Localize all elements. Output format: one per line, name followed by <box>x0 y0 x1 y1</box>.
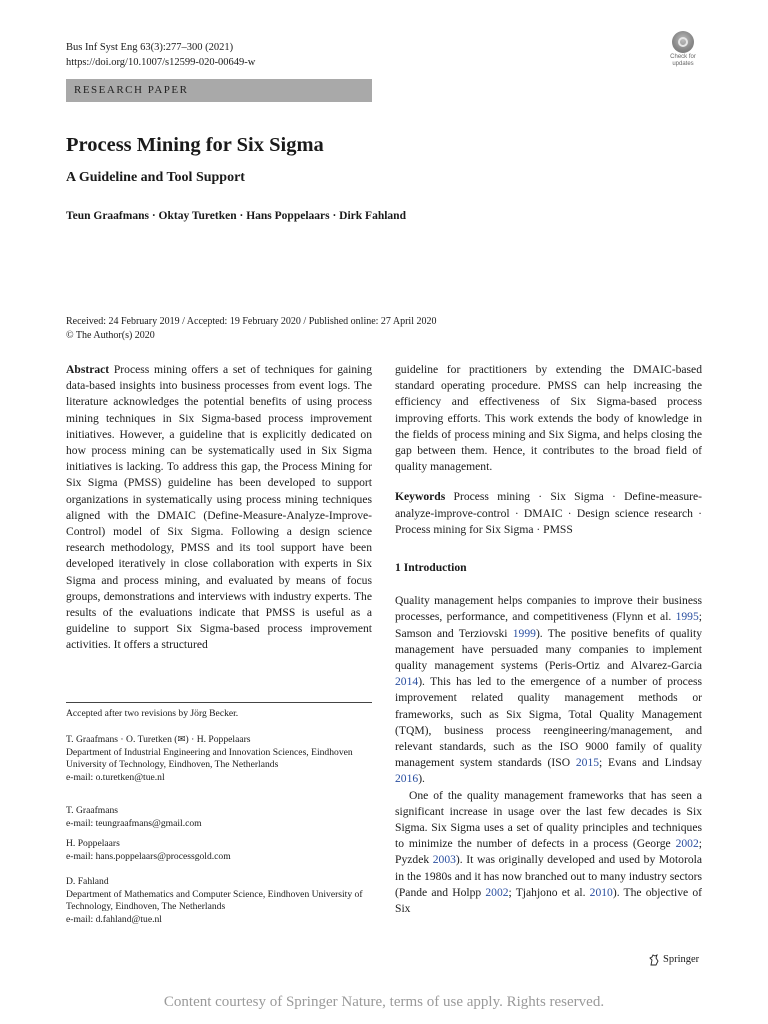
abstract <box>66 362 372 654</box>
keywords <box>395 489 702 538</box>
journal-header <box>66 40 255 70</box>
article-title: Process Mining for Six Sigma <box>66 134 324 156</box>
email[interactable]: e-mail: teungraafmans@gmail.com <box>66 817 202 829</box>
affiliation-dept: Department of Mathematics and Computer Science, Eindhoven University of Technology, Eindhoven, The Netherlands <box>66 888 363 913</box>
affiliation-name: H. Poppelaars <box>66 838 120 849</box>
citation-link[interactable]: 2002 <box>675 837 699 851</box>
article-category-banner: RESEARCH PAPER <box>66 79 372 102</box>
publisher-name: Springer <box>663 954 700 965</box>
article-subtitle: A Guideline and Tool Support <box>66 170 245 185</box>
affiliation-name: D. Fahland <box>66 876 109 887</box>
email[interactable]: e-mail: o.turetken@tue.nl <box>66 771 165 783</box>
affiliation-name: T. Graafmans <box>66 805 119 816</box>
abstract-label: Abstract <box>66 363 110 376</box>
publisher-logo <box>648 953 699 967</box>
citation-link[interactable]: 2003 <box>432 853 456 867</box>
keywords-label: Keywords <box>395 490 446 504</box>
intro-paragraph-1: Quality management helps companies to improve their business processes, performance, and competitiveness (Flynn et al. 1995; Samson and Terziovski 1999). The positive benefits of quality management have persuaded many companies to implement quality management systems (Peris-Ortiz and Alvarez-Garcia 2014). This has led to the emergence of a number of process improvement related quality management methods or frameworks, such as Six Sigma, Total Quality Management (TQM), business process reengineering/management, and relevant standards, such as the ISO 9000 family of quality management system standards (ISO 2015; Evans and Lindsay 2016). <box>395 594 702 786</box>
citation-link[interactable]: 2002 <box>485 885 509 899</box>
badge-text: Check for updates <box>670 54 696 67</box>
check-updates-icon <box>672 31 694 53</box>
article-history <box>66 315 437 343</box>
publication-dates: Received: 24 February 2019 / Accepted: 19 February 2020 / Published online: 27 April 2020 <box>66 316 437 327</box>
affiliation-3 <box>66 838 372 863</box>
citation-link[interactable]: 1995 <box>675 610 699 624</box>
left-column <box>66 362 372 654</box>
courtesy-watermark: Content courtesy of Springer Nature, terms of use apply. Rights reserved. <box>163 994 605 1010</box>
check-for-updates-badge[interactable] <box>663 31 703 71</box>
springer-horse-icon <box>648 954 660 966</box>
footnote-divider <box>66 702 372 703</box>
abstract-text-part1: Process mining offers a set of techniques for gaining data-based insights into business processes from event logs. The literature acknowledges the potential benefits of using process mining techniques in Six Sigma-based process improvement initiatives. However, a guideline that is explicitly dedicated on how process mining can be systematically used in Six Sigma initiatives is lacking. To address this gap, the Process Mining for Six Sigma (PMSS) guideline has been developed to support organizations in systematically using process mining techniques aligned with the DMAIC (Define-Measure-Analyze-Improve-Control) model of Six Sigma. Following a design science research methodology, PMSS and its tool support have been developed iteratively in close collaboration with experts in Six Sigma and process mining, and evaluated by means of focus groups, demonstrations and interviews with industry experts. The results of the evaluations indicate that PMSS is useful as a guideline to support Six Sigma-based process improvement activities. It offers a structured <box>66 363 372 652</box>
intro-paragraph-2: One of the quality management frameworks that has seen a significant increase in usage over the last few decades is Six Sigma. Six Sigma uses a set of quality principles and techniques to minimize the number of defects in a process (George 2002; Pyzdek 2003). It was originally developed and used by Motorola in the 1980s and it has now branched out to many industry sectors (Pande and Holpp 2002; Tjahjono et al. 2010). The objective of Six <box>395 788 703 916</box>
affiliation-1: T. Graafmans · O. Turetken (✉) · H. Poppelaars Department of Industrial Engineering and Innovation Sciences, Eindhoven University of Technology, Eindhoven, The Netherlands e-mail: o.turetken@tue.nl <box>66 734 372 784</box>
citation-link[interactable]: 1999 <box>512 626 536 640</box>
email-icon: ✉ <box>177 734 186 745</box>
affiliation-2 <box>66 805 372 830</box>
footnote-accepted: Accepted after two revisions by Jörg Becker. <box>66 708 239 719</box>
citation-link[interactable]: 2014 <box>395 675 419 689</box>
email[interactable]: e-mail: d.fahland@tue.nl <box>66 913 162 925</box>
citation-link[interactable]: 2016 <box>395 772 419 786</box>
author-list: Teun Graafmans · Oktay Turetken · Hans Poppelaars · Dirk Fahland <box>66 210 406 222</box>
email[interactable]: e-mail: hans.poppelaars@processgold.com <box>66 850 231 862</box>
section-heading-introduction: 1 Introduction <box>395 561 467 575</box>
right-column <box>395 362 702 917</box>
copyright-notice: © The Author(s) 2020 <box>66 330 155 341</box>
citation-link[interactable]: 2015 <box>575 756 600 770</box>
keywords-text: Process mining · Six Sigma · Define-measure-analyze-improve-control · DMAIC · Design science research · Process mining for Six Sigma · PMSS <box>395 490 703 536</box>
abstract-continued: guideline for practitioners by extending the DMAIC-based standard operating procedure. PMSS can help increasing the efficiency and effectiveness of Six Sigma-based process improving efforts. This work extends the body of knowledge in the fields of process mining and Six Sigma, and helps closing the gap between them. Hence, it contributes to the broad field of quality management. <box>395 363 702 474</box>
citation-link[interactable]: 2010 <box>589 885 613 899</box>
affiliation-4 <box>66 876 372 926</box>
doi-link[interactable]: https://doi.org/10.1007/s12599-020-00649-w <box>66 57 256 68</box>
journal-citation: Bus Inf Syst Eng 63(3):277–300 (2021) <box>66 42 234 53</box>
affiliation-dept: Department of Industrial Engineering and Innovation Sciences, Eindhoven University of Technology, Eindhoven, The Netherlands <box>66 746 353 771</box>
